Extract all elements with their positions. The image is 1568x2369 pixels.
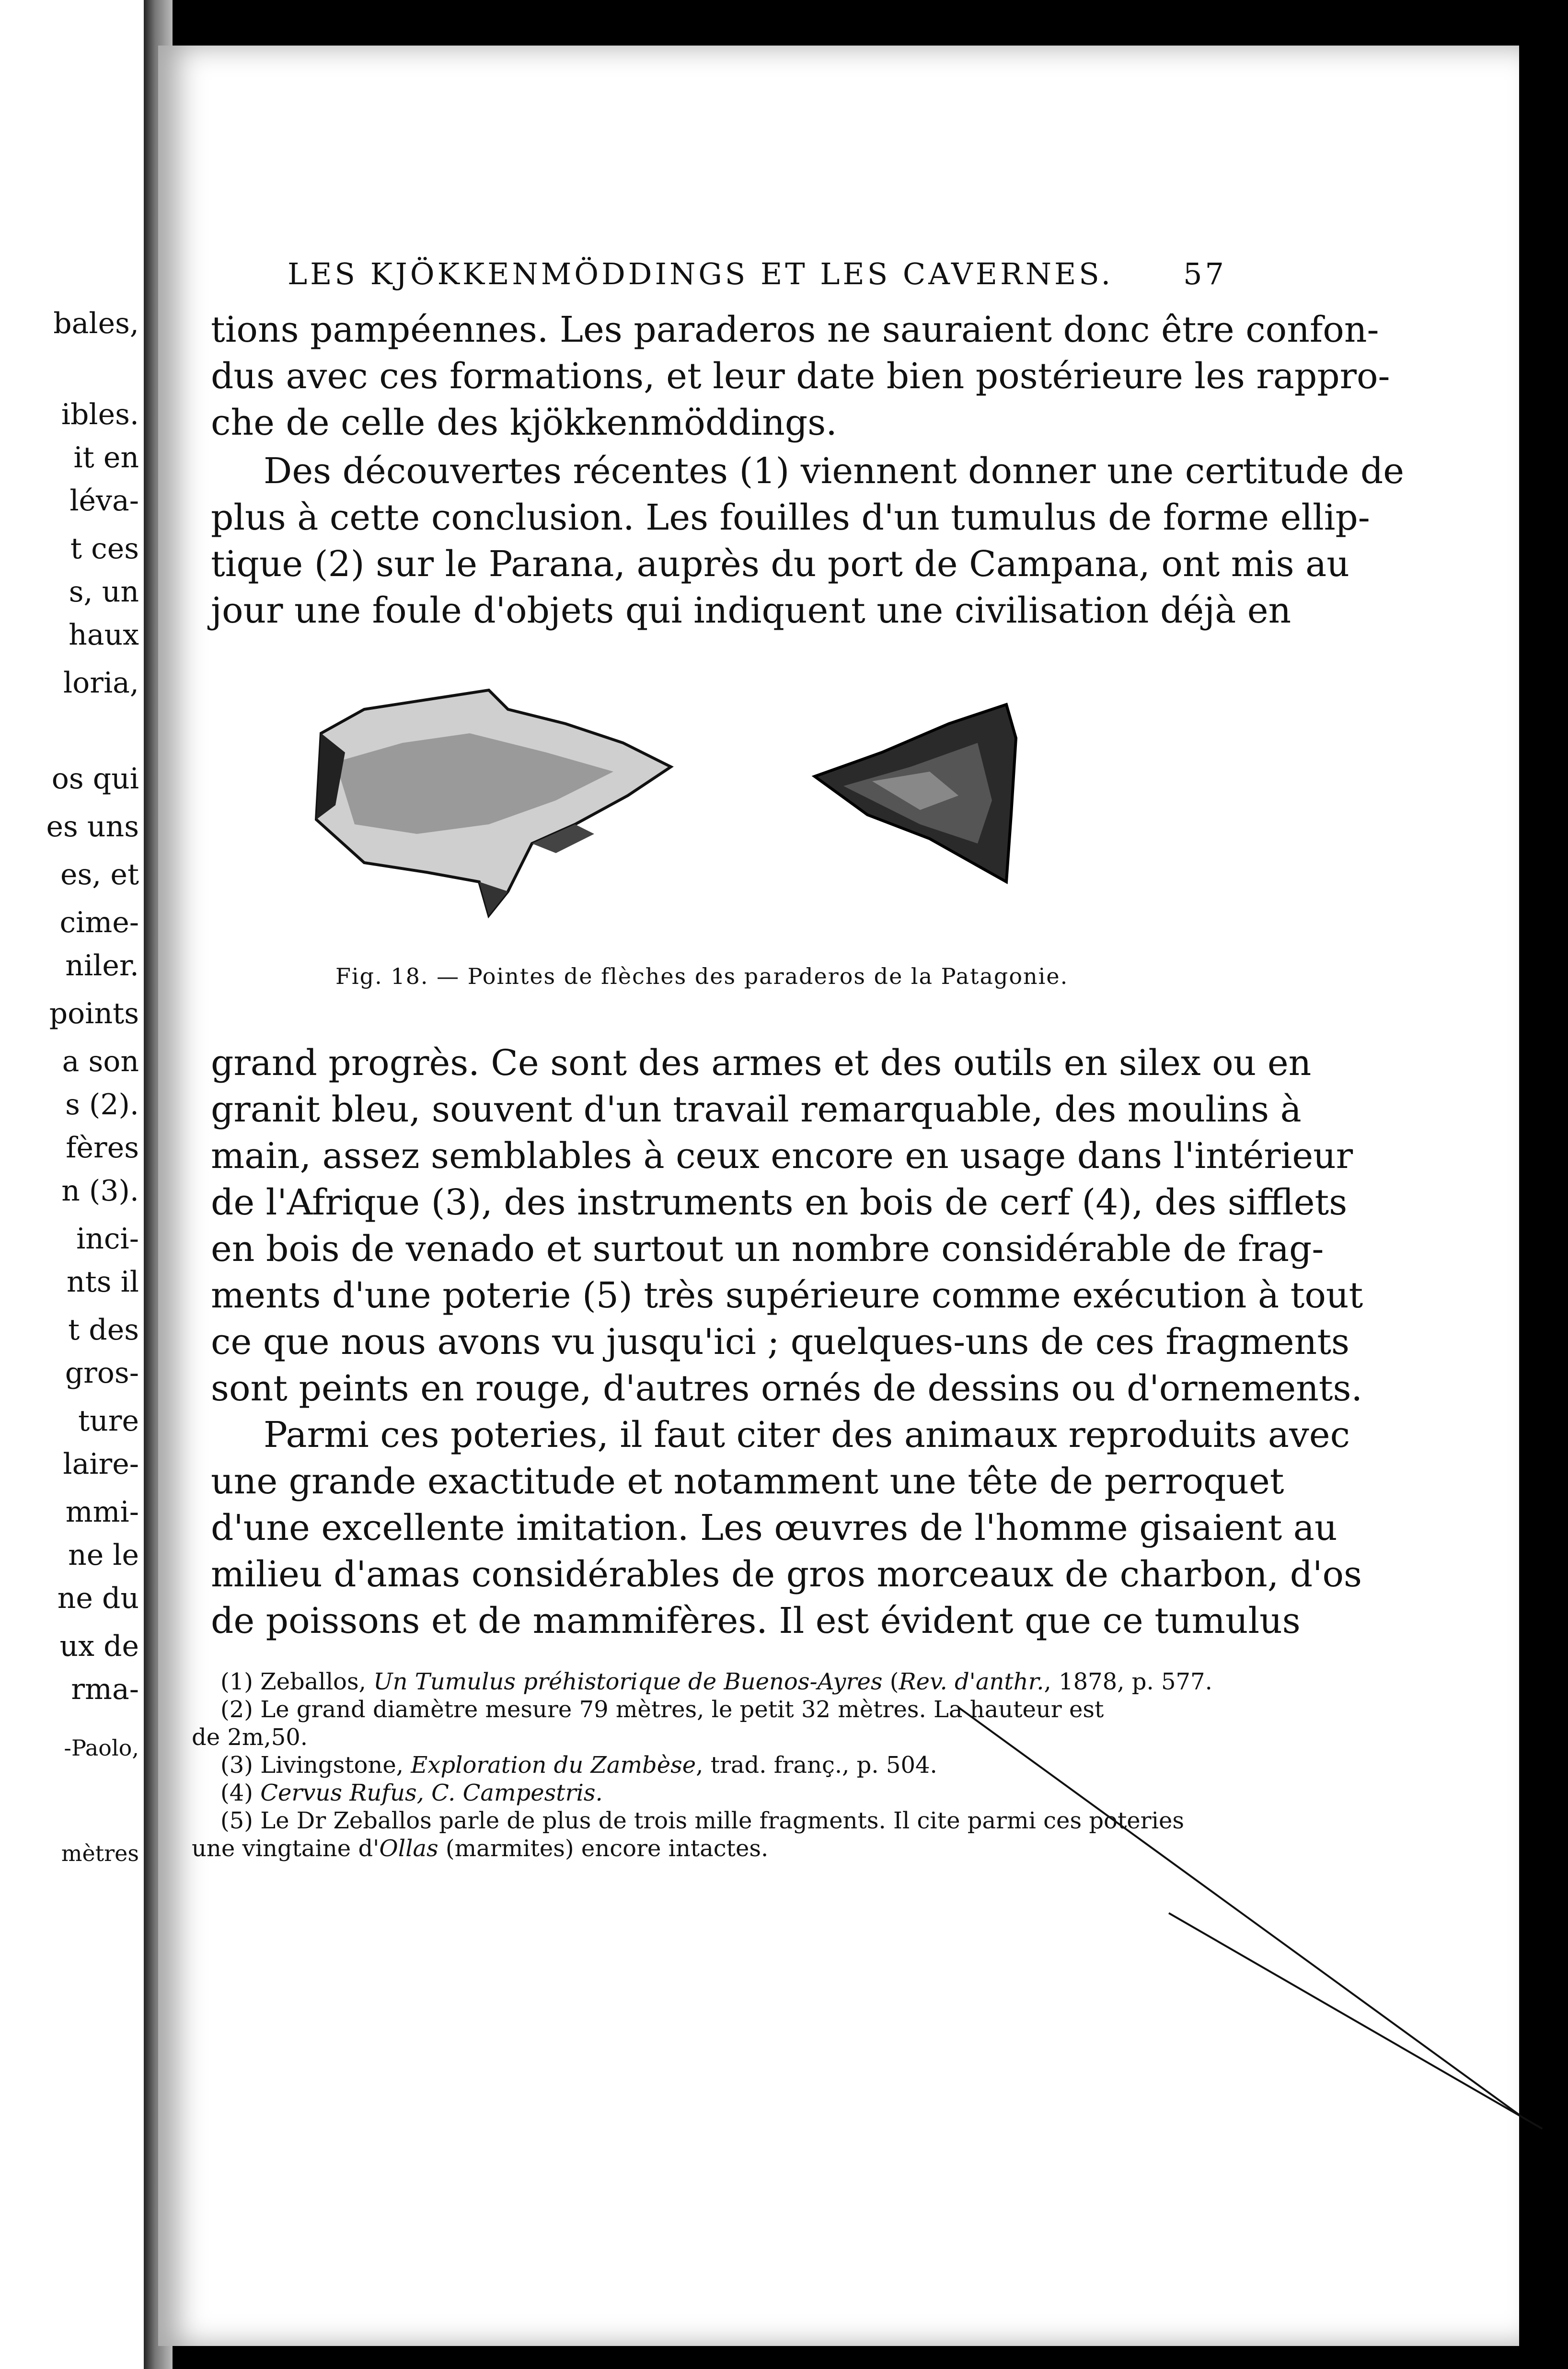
text-line: ments d'une poterie (5) très supérieure comme exécution à tout (211, 1275, 1363, 1316)
text-line: tions pampéennes. Les paraderos ne sauraient donc être confon- (211, 309, 1379, 350)
footnote-3: (3) Livingstone, Exploration du Zambèse, trad. franç., p. 504. (220, 1752, 937, 1779)
page-number: 57 (1183, 256, 1227, 291)
facing-page-text-fragment: haux (69, 618, 139, 652)
text-line: de poissons et de mammifères. Il est évident que ce tumulus (211, 1600, 1301, 1641)
text-line: che de celle des kjökkenmöddings. (211, 402, 837, 443)
text-line: sont peints en rouge, d'autres ornés de dessins ou d'ornements. (211, 1368, 1363, 1409)
text-line: d'une excellente imitation. Les œuvres de l'homme gisaient au (211, 1507, 1337, 1549)
text-line: une grande exactitude et notamment une tête de perroquet (211, 1461, 1284, 1502)
footnote-1: (1) Zeballos, Un Tumulus préhistorique de Buenos-Ayres (Rev. d'anthr., 1878, p. 577. (220, 1668, 1212, 1695)
text-line: milieu d'amas considérables de gros morceaux de charbon, d'os (211, 1554, 1362, 1595)
facing-page-text-fragment: laire- (63, 1447, 139, 1481)
facing-page-text-fragment: it en (73, 441, 139, 474)
figure-arrowheads (307, 681, 1093, 930)
facing-page-text-fragment: t ces (70, 532, 139, 566)
footnote-5-cont: une vingtaine d'Ollas (marmites) encore intactes. (192, 1835, 769, 1862)
facing-page-text-fragment: -Paolo, (64, 1735, 139, 1761)
paragraph-4 (211, 1412, 1362, 1644)
facing-page-fragment (0, 0, 144, 2369)
facing-page-text-fragment: ux de (59, 1629, 139, 1663)
figure-caption: Fig. 18. — Pointes de flèches des paraderos de la Patagonie. (335, 963, 1069, 989)
facing-page-text-fragment: s (2). (65, 1088, 139, 1121)
paragraph-1 (211, 307, 1390, 446)
text-line: de l'Afrique (3), des instruments en bois de cerf (4), des sifflets (211, 1182, 1348, 1223)
facing-page-text-fragment: ne du (57, 1582, 139, 1615)
facing-page-text-fragment: t des (68, 1313, 139, 1347)
text-line: grand progrès. Ce sont des armes et des outils en silex ou en (211, 1042, 1312, 1084)
facing-page-text-fragment: points (49, 997, 139, 1030)
facing-page-text-fragment: cime- (59, 906, 139, 939)
running-head (288, 256, 1227, 291)
facing-page-text-fragment: mmi- (65, 1495, 139, 1529)
text-line: ce que nous avons vu jusqu'ici ; quelques-uns de ces fragments (211, 1321, 1349, 1363)
facing-page-text-fragment: nts il (67, 1265, 139, 1299)
facing-page-text-fragment: mètres (61, 1840, 139, 1866)
facing-page-text-fragment: gros- (65, 1356, 139, 1390)
footnote-4: (4) Cervus Rufus, C. Campestris. (220, 1780, 603, 1806)
facing-page-text-fragment: s, un (69, 575, 139, 609)
running-head-title: LES KJÖKKENMÖDDINGS ET LES CAVERNES. (288, 256, 1114, 291)
facing-page-text-fragment: ibles. (61, 398, 139, 431)
facing-page-text-fragment: es, et (60, 858, 139, 891)
text-line: tique (2) sur le Parana, auprès du port de Campana, ont mis au (211, 543, 1349, 585)
facing-page-text-fragment: ture (78, 1404, 139, 1438)
paragraph-2 (211, 448, 1404, 634)
facing-page-text-fragment: léva- (69, 484, 139, 518)
facing-page-text-fragment: loria, (63, 666, 139, 700)
footnote-2: (2) Le grand diamètre mesure 79 mètres, le petit 32 mètres. La hauteur est (220, 1696, 1104, 1723)
text-line: main, assez semblables à ceux encore en usage dans l'intérieur (211, 1135, 1353, 1177)
facing-page-text-fragment: n (3). (61, 1174, 139, 1208)
footnote-2-cont: de 2m,50. (192, 1724, 308, 1751)
text-line: Parmi ces poteries, il faut citer des animaux reproduits avec (264, 1414, 1350, 1456)
text-line: Des découvertes récentes (1) viennent donner une certitude de (264, 451, 1404, 492)
facing-page-text-fragment: bales, (53, 307, 139, 340)
facing-page-text-fragment: ne le (68, 1538, 139, 1572)
arrowhead-right (815, 705, 1016, 882)
text-line: en bois de venado et surtout un nombre considérable de frag- (211, 1228, 1324, 1270)
footnotes (192, 1668, 1212, 1862)
arrowhead-left (316, 690, 671, 915)
facing-page-text-fragment: fères (66, 1131, 139, 1165)
paragraph-3 (211, 1040, 1363, 1412)
facing-page-text-fragment: rma- (71, 1673, 139, 1706)
text-line: jour une foule d'objets qui indiquent une civilisation déjà en (211, 590, 1291, 631)
facing-page-text-fragment: es uns (46, 810, 139, 844)
footnote-5: (5) Le Dr Zeballos parle de plus de trois mille fragments. Il cite parmi ces poteries (220, 1807, 1184, 1834)
facing-page-text-fragment: niler. (65, 949, 139, 982)
facing-page-text-fragment: a son (62, 1045, 139, 1078)
text-line: dus avec ces formations, et leur date bien postérieure les rappro- (211, 356, 1390, 397)
facing-page-text-fragment: os qui (51, 762, 139, 796)
facing-page-text-fragment: inci- (76, 1222, 139, 1256)
text-line: granit bleu, souvent d'un travail remarquable, des moulins à (211, 1089, 1302, 1130)
text-line: plus à cette conclusion. Les fouilles d'un tumulus de forme ellip- (211, 497, 1370, 538)
